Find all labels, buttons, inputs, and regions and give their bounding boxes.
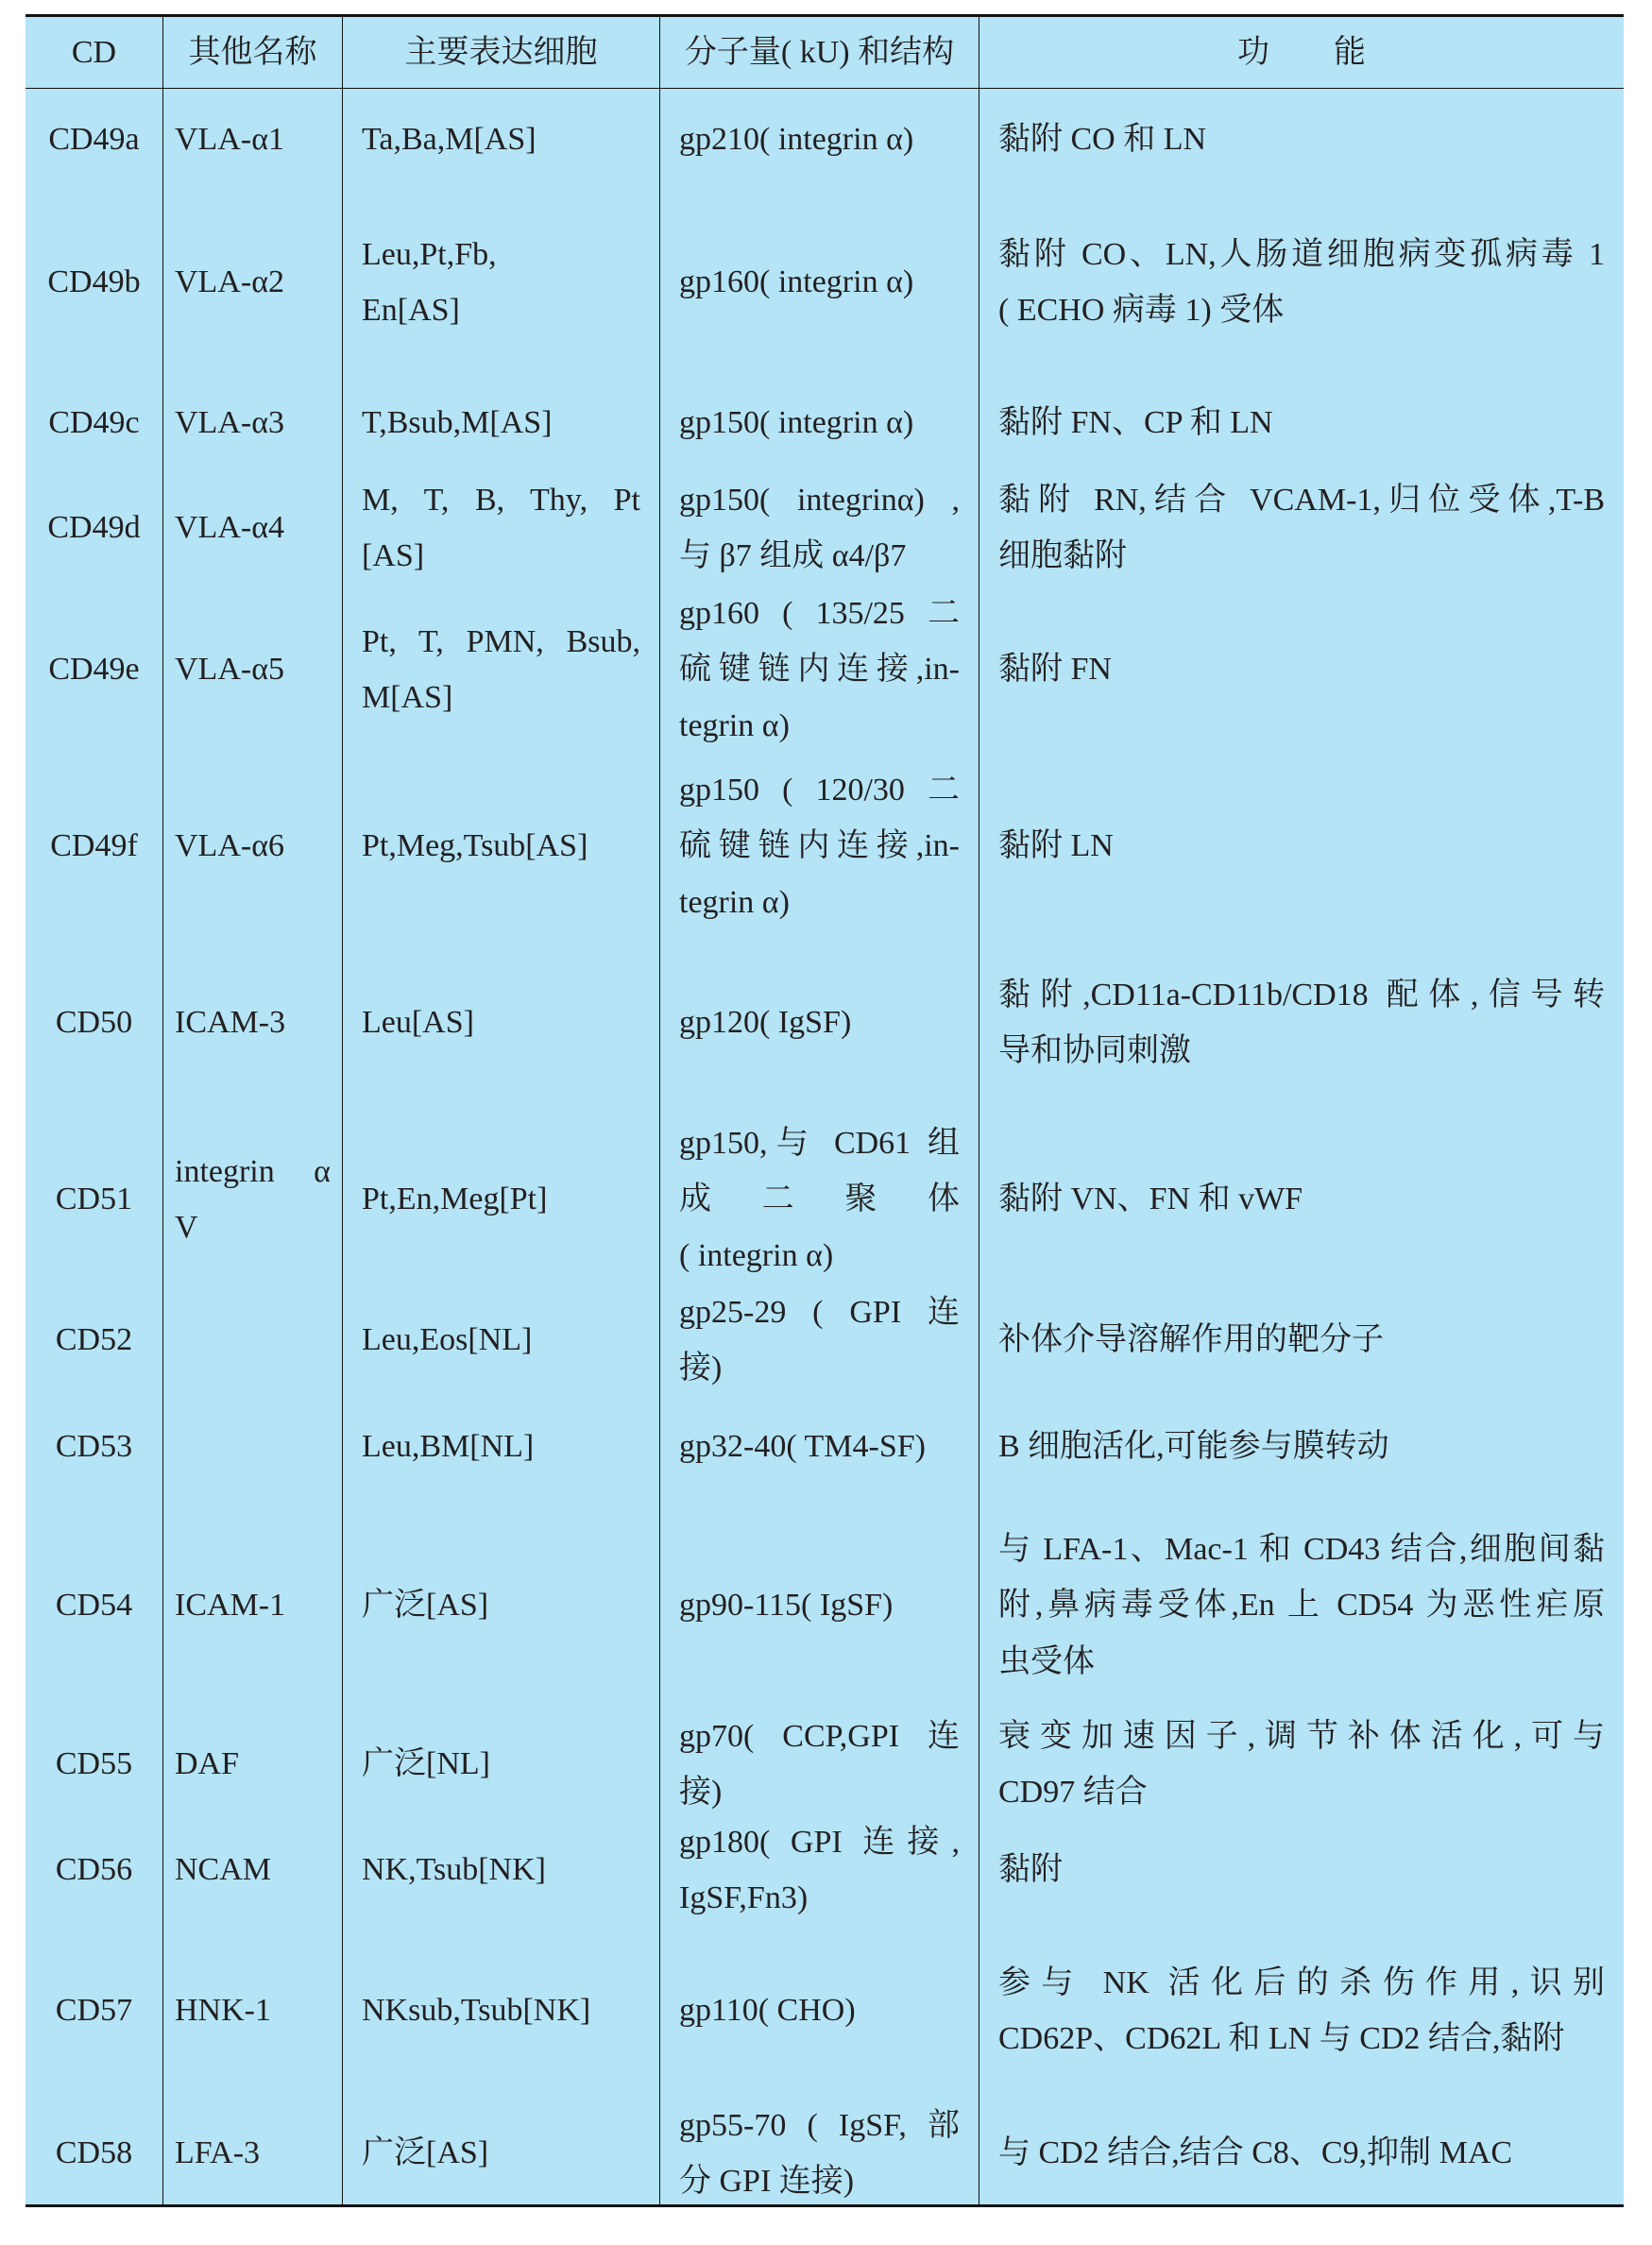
header-function-label: 功 能 xyxy=(1237,34,1366,70)
cell-text-line: DAF xyxy=(175,1746,240,1782)
cell-text-line: 分 GPI 连接) xyxy=(679,2164,855,2199)
header-cd xyxy=(26,17,162,89)
function-cell xyxy=(979,374,1624,472)
expressing-cells-cell xyxy=(342,584,659,756)
function-cell xyxy=(979,937,1624,1109)
cell-text-line: CD53 xyxy=(55,1429,133,1465)
cell-text-line: CD52 xyxy=(55,1322,133,1358)
cell-text-line: NCAM xyxy=(175,1852,272,1888)
cell-text-line: 补体介导溶解作用的靶分子 xyxy=(998,1322,1384,1358)
cell-text-line: 黏附,CD11a-CD11b/CD18 配体,信号转 xyxy=(998,977,1605,1012)
cell-text-line: Pt, T, PMN, Bsub, xyxy=(362,623,640,659)
cell-text-line: Leu,BM[NL] xyxy=(362,1429,535,1465)
cell-text-line: 接) xyxy=(679,1775,723,1810)
cell-text-line: CD54 xyxy=(55,1588,133,1624)
cell-text-line: 与 CD2 结合,结合 C8、C9,抑制 MAC xyxy=(998,2135,1513,2171)
cell-text-line: gp32-40( TM4-SF) xyxy=(679,1429,926,1465)
molecular-weight-cell xyxy=(659,1290,979,1390)
header-cd-label: CD xyxy=(71,34,117,70)
function-cell xyxy=(979,1919,1624,2102)
cd-cell xyxy=(26,1708,162,1821)
function-cell xyxy=(979,89,1624,191)
cell-text-line: LFA-3 xyxy=(175,2135,261,2171)
cell-text-line: CD57 xyxy=(55,1993,133,2029)
other-name-cell xyxy=(162,584,342,756)
cell-text-line: ( integrin α) xyxy=(679,1237,834,1273)
expressing-cells-cell xyxy=(342,2102,659,2204)
header-molecular-weight-label: 分子量( kU) 和结构 xyxy=(684,34,955,70)
molecular-weight-cell xyxy=(659,2102,979,2204)
molecular-weight-cell xyxy=(659,1919,979,2102)
cell-text-line: CD49e xyxy=(48,652,140,688)
cell-text-line: 广泛[AS] xyxy=(362,1588,489,1624)
cell-text-line: Leu[AS] xyxy=(362,1005,474,1041)
cd-cell xyxy=(26,374,162,472)
cd-cell xyxy=(26,191,162,374)
header-molecular-weight xyxy=(659,17,979,89)
cell-text-line: Pt,Meg,Tsub[AS] xyxy=(362,828,588,864)
cell-text-line: 硫键链内连接,in- xyxy=(679,652,960,688)
cell-text-line: tegrin α) xyxy=(679,707,790,743)
cell-text-line: HNK-1 xyxy=(175,1993,271,2029)
cell-text-line: integrin α xyxy=(175,1153,331,1189)
cell-text-line: NK,Tsub[NK] xyxy=(362,1852,546,1888)
molecular-weight-cell xyxy=(659,1390,979,1504)
function-cell xyxy=(979,1708,1624,1821)
molecular-weight-cell xyxy=(659,89,979,191)
cell-text-line: gp150( integrinα) , xyxy=(679,482,960,518)
other-name-cell xyxy=(162,1109,342,1290)
expressing-cells-cell xyxy=(342,191,659,374)
cell-text-line: CD49a xyxy=(48,122,140,158)
cell-text-line: 衰变加速因子,调节补体活化,可与 xyxy=(998,1718,1605,1754)
cell-text-line: VLA-α6 xyxy=(175,828,285,864)
cell-text-line: CD97 结合 xyxy=(998,1775,1148,1810)
header-other-name xyxy=(162,17,342,89)
cell-text-line: ICAM-3 xyxy=(175,1005,286,1041)
cell-text-line: VLA-α4 xyxy=(175,510,285,546)
cell-text-line: 附,鼻病毒受体,En 上 CD54 为恶性疟原 xyxy=(998,1588,1605,1624)
cell-text-line: Ta,Ba,M[AS] xyxy=(362,122,536,158)
cell-text-line: CD55 xyxy=(55,1746,133,1782)
expressing-cells-cell xyxy=(342,1290,659,1390)
molecular-weight-cell xyxy=(659,584,979,756)
function-cell xyxy=(979,1821,1624,1919)
cell-text-line: CD50 xyxy=(55,1005,133,1041)
cell-text-line: En[AS] xyxy=(362,293,460,328)
expressing-cells-cell xyxy=(342,937,659,1109)
other-name-cell xyxy=(162,1919,342,2102)
other-name-cell xyxy=(162,1390,342,1504)
cell-text-line: CD56 xyxy=(55,1852,133,1888)
cell-text-line: VLA-α3 xyxy=(175,405,285,441)
cell-text-line: NKsub,Tsub[NK] xyxy=(362,1993,591,2029)
other-name-cell xyxy=(162,2102,342,2204)
cell-text-line: VLA-α1 xyxy=(175,122,285,158)
expressing-cells-cell xyxy=(342,374,659,472)
cd-cell xyxy=(26,89,162,191)
function-cell xyxy=(979,1109,1624,1290)
cd-cell xyxy=(26,1919,162,2102)
cell-text-line: 硫键链内连接,in- xyxy=(679,828,960,864)
cell-text-line: ( ECHO 病毒 1) 受体 xyxy=(998,293,1285,328)
cell-text-line: IgSF,Fn3) xyxy=(679,1880,809,1915)
cd-cell xyxy=(26,1109,162,1290)
header-expressing-cells xyxy=(342,17,659,89)
expressing-cells-cell xyxy=(342,1708,659,1821)
cell-text-line: V xyxy=(175,1210,198,1245)
cell-text-line: gp110( CHO) xyxy=(679,1993,856,2029)
cell-text-line: gp150 ( 120/30 二 xyxy=(679,772,960,808)
molecular-weight-cell xyxy=(659,937,979,1109)
cell-text-line: Pt,En,Meg[Pt] xyxy=(362,1182,548,1217)
cell-text-line: gp25-29 ( GPI 连 xyxy=(679,1294,960,1330)
other-name-cell xyxy=(162,1504,342,1708)
cell-text-line: gp70( CCP,GPI 连 xyxy=(679,1718,960,1754)
expressing-cells-cell xyxy=(342,1390,659,1504)
cell-text-line: gp210( integrin α) xyxy=(679,122,914,158)
function-cell xyxy=(979,756,1624,937)
cd-molecule-table xyxy=(26,14,1624,2207)
cd-cell xyxy=(26,1390,162,1504)
cell-text-line: CD49f xyxy=(50,828,138,864)
cd-cell xyxy=(26,472,162,584)
cell-text-line: 黏附 CO 和 LN xyxy=(998,122,1207,158)
cell-text-line: 接) xyxy=(679,1351,723,1386)
other-name-cell xyxy=(162,472,342,584)
cell-text-line: tegrin α) xyxy=(679,884,790,920)
cd-cell xyxy=(26,1821,162,1919)
function-cell xyxy=(979,1290,1624,1390)
molecular-weight-cell xyxy=(659,1504,979,1708)
expressing-cells-cell xyxy=(342,1504,659,1708)
other-name-cell xyxy=(162,1708,342,1821)
cell-text-line: M[AS] xyxy=(362,680,453,715)
cell-text-line: 导和协同刺激 xyxy=(998,1033,1191,1068)
cell-text-line: 细胞黏附 xyxy=(998,538,1127,573)
function-cell xyxy=(979,472,1624,584)
expressing-cells-cell xyxy=(342,1109,659,1290)
cell-text-line: ICAM-1 xyxy=(175,1588,286,1624)
other-name-cell xyxy=(162,89,342,191)
molecular-weight-cell xyxy=(659,756,979,937)
cell-text-line: 黏附 LN xyxy=(998,828,1114,864)
other-name-cell xyxy=(162,756,342,937)
molecular-weight-cell xyxy=(659,191,979,374)
cell-text-line: 广泛[NL] xyxy=(362,1746,490,1782)
cell-text-line: gp120( IgSF) xyxy=(679,1005,852,1041)
molecular-weight-cell xyxy=(659,1109,979,1290)
cd-cell xyxy=(26,2102,162,2204)
cell-text-line: gp180( GPI 连接, xyxy=(679,1824,960,1860)
cell-text-line: CD49d xyxy=(47,510,141,546)
molecular-weight-cell xyxy=(659,1821,979,1919)
cell-text-line: gp90-115( IgSF) xyxy=(679,1588,894,1624)
expressing-cells-cell xyxy=(342,1821,659,1919)
molecular-weight-cell xyxy=(659,1708,979,1821)
cd-cell xyxy=(26,937,162,1109)
other-name-cell xyxy=(162,1290,342,1390)
molecular-weight-cell xyxy=(659,374,979,472)
other-name-cell xyxy=(162,374,342,472)
header-function xyxy=(979,17,1624,89)
function-cell xyxy=(979,584,1624,756)
cell-text-line: 黏附 RN,结合 VCAM-1,归位受体,T-B xyxy=(998,482,1605,518)
cell-text-line: 黏附 CO、LN,人肠道细胞病变孤病毒 1 xyxy=(998,236,1605,272)
cell-text-line: T,Bsub,M[AS] xyxy=(362,405,553,441)
cell-text-line: CD49c xyxy=(48,405,140,441)
cell-text-line: gp160 ( 135/25 二 xyxy=(679,595,960,631)
function-cell xyxy=(979,1390,1624,1504)
other-name-cell xyxy=(162,1821,342,1919)
expressing-cells-cell xyxy=(342,756,659,937)
cell-text-line: gp150,与 CD61 组 xyxy=(679,1125,960,1161)
function-cell xyxy=(979,1504,1624,1708)
cd-cell xyxy=(26,584,162,756)
cd-cell xyxy=(26,756,162,937)
expressing-cells-cell xyxy=(342,1919,659,2102)
other-name-cell xyxy=(162,937,342,1109)
cell-text-line: VLA-α2 xyxy=(175,264,285,300)
cell-text-line: Leu,Pt,Fb, xyxy=(362,236,497,272)
function-cell xyxy=(979,2102,1624,2204)
cell-text-line: CD49b xyxy=(47,264,141,300)
cell-text-line: 与 LFA-1、Mac-1 和 CD43 结合,细胞间黏 xyxy=(998,1531,1605,1567)
cell-text-line: VLA-α5 xyxy=(175,652,285,688)
cell-text-line: 与 β7 组成 α4/β7 xyxy=(679,538,907,573)
cell-text-line: CD62P、CD62L 和 LN 与 CD2 结合,黏附 xyxy=(998,2021,1565,2056)
cell-text-line: 黏附 FN、CP 和 LN xyxy=(998,405,1273,441)
molecular-weight-cell xyxy=(659,472,979,584)
cd-cell xyxy=(26,1504,162,1708)
cell-text-line: gp160( integrin α) xyxy=(679,264,914,300)
cell-text-line: 广泛[AS] xyxy=(362,2135,489,2171)
cell-text-line: 黏附 FN xyxy=(998,652,1112,688)
cell-text-line: 成二聚体 xyxy=(679,1182,960,1217)
function-cell xyxy=(979,191,1624,374)
cell-text-line: [AS] xyxy=(362,538,425,573)
cell-text-line: 黏附 xyxy=(998,1852,1063,1888)
header-expressing-cells-label: 主要表达细胞 xyxy=(404,34,598,70)
cell-text-line: CD58 xyxy=(55,2135,133,2171)
expressing-cells-cell xyxy=(342,89,659,191)
cell-text-line: 参与 NK 活化后的杀伤作用,识别 xyxy=(998,1964,1605,2000)
cell-text-line: 黏附 VN、FN 和 vWF xyxy=(998,1182,1303,1217)
cell-text-line: gp150( integrin α) xyxy=(679,405,914,441)
cell-text-line: M, T, B, Thy, Pt xyxy=(362,482,640,518)
cell-text-line: gp55-70 ( IgSF, 部 xyxy=(679,2107,960,2143)
expressing-cells-cell xyxy=(342,472,659,584)
cell-text-line: CD51 xyxy=(55,1182,133,1217)
other-name-cell xyxy=(162,191,342,374)
cd-cell xyxy=(26,1290,162,1390)
cell-text-line: 虫受体 xyxy=(998,1643,1095,1679)
header-other-name-label: 其他名称 xyxy=(188,34,317,70)
cell-text-line: B 细胞活化,可能参与膜转动 xyxy=(998,1429,1389,1465)
cell-text-line: Leu,Eos[NL] xyxy=(362,1322,533,1358)
